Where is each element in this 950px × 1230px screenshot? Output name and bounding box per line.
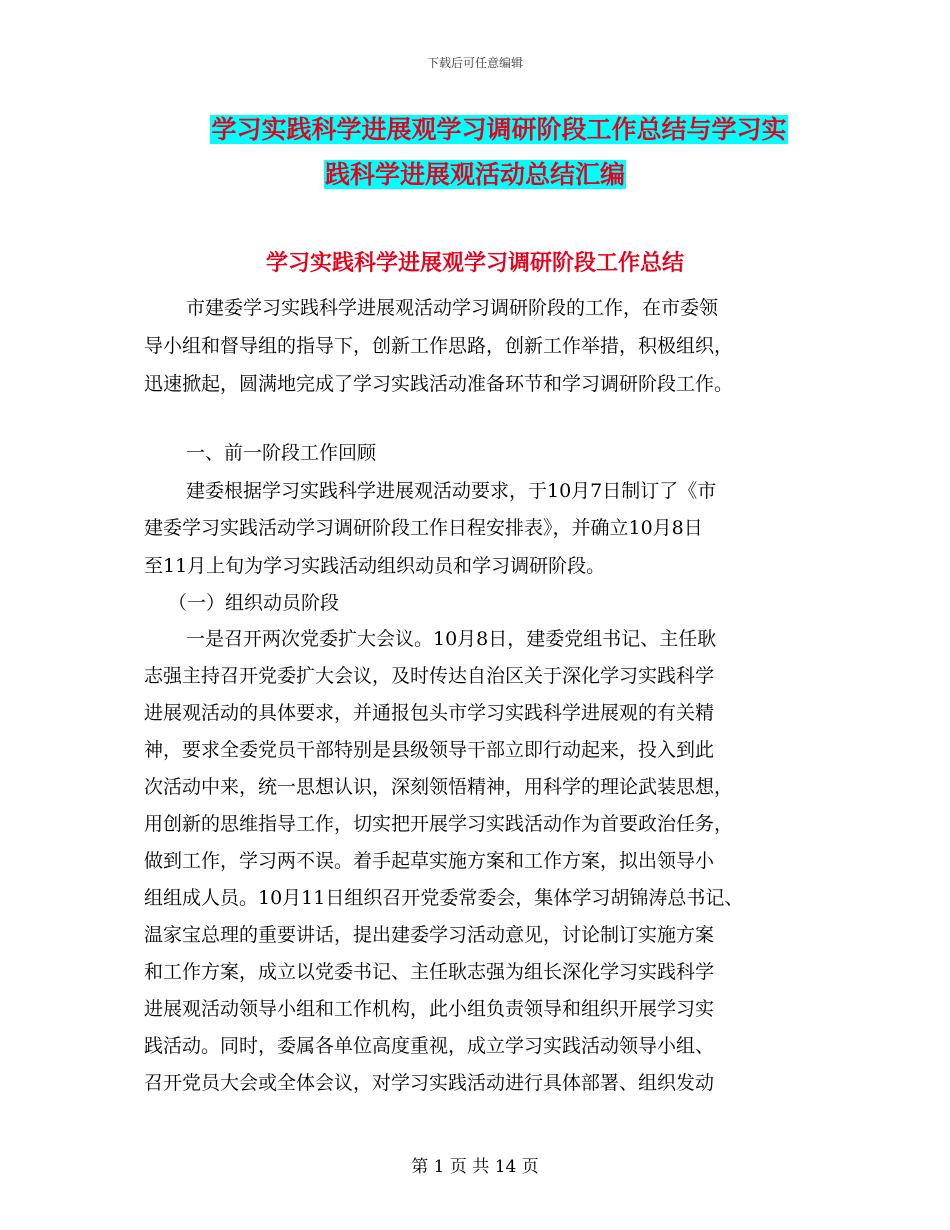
header-note: 下载后可任意编辑 xyxy=(426,56,523,70)
page-footer: 第 1 页 共 14 页 xyxy=(411,1157,539,1177)
section-heading: 一、前一阶段工作回顾 xyxy=(186,442,377,464)
body-line: 至11月上旬为学习实践活动组织动员和学习调研阶段。 xyxy=(144,555,606,577)
body-line: 志强主持召开党委扩大会议，及时传达自治区关于深化学习实践科学 xyxy=(144,665,715,687)
body-line: 迅速掀起，圆满地完成了学习实践活动准备环节和学习调研阶段工作。 xyxy=(144,373,734,395)
body-line: 一是召开两次党委扩大会议。10月8日，建委党组书记、主任耿 xyxy=(186,628,717,650)
body-line: 导小组和督导组的指导下，创新工作思路，创新工作举措，积极组织， xyxy=(144,335,734,357)
body-line: 和工作方案，成立以党委书记、主任耿志强为组长深化学习实践科学 xyxy=(144,961,715,983)
body-line: 用创新的思维指导工作，切实把开展学习实践活动作为首要政治任务， xyxy=(144,813,734,835)
body-line: 市建委学习实践科学进展观活动学习调研阶段的工作，在市委领 xyxy=(186,297,719,319)
body-line: 组组成人员。10月11日组织召开党委常委会，集体学习胡锦涛总书记、 xyxy=(144,887,744,909)
body-line: 践活动。同时，委属各单位高度重视，成立学习实践活动领导小组、 xyxy=(144,1035,715,1057)
body-line: 进展观活动的具体要求，并通报包头市学习实践科学进展观的有关精 xyxy=(144,702,715,724)
body-line: 温家宝总理的重要讲话，提出建委学习活动意见，讨论制订实施方案 xyxy=(144,924,715,946)
body-line: 次活动中来，统一思想认识，深刻领悟精神，用科学的理论武装思想， xyxy=(144,776,734,798)
body-line: 神，要求全委党员干部特别是县级领导干部立即行动起来，投入到此 xyxy=(144,739,715,761)
body-line: 建委学习实践活动学习调研阶段工作日程安排表》，并确立10月8日 xyxy=(144,517,703,539)
body-line: 做到工作，学习两不误。着手起草实施方案和工作方案，拟出领导小 xyxy=(144,850,715,872)
document-title-line-2: 践科学进展观活动总结汇编 xyxy=(324,160,625,189)
subsection-heading: （一）组织动员阶段 xyxy=(168,592,340,614)
body-line: 建委根据学习实践科学进展观活动要求，于10月7日制订了《市 xyxy=(186,480,717,502)
body-line: 召开党员大会或全体会议，对学习实践活动进行具体部署、组织发动 xyxy=(144,1072,715,1094)
document-title-line-1: 学习实践科学进展观学习调研阶段工作总结与学习实 xyxy=(211,115,787,144)
section-title: 学习实践科学进展观学习调研阶段工作总结 xyxy=(265,251,684,276)
body-line: 进展观活动领导小组和工作机构，此小组负责领导和组织开展学习实 xyxy=(144,998,715,1020)
